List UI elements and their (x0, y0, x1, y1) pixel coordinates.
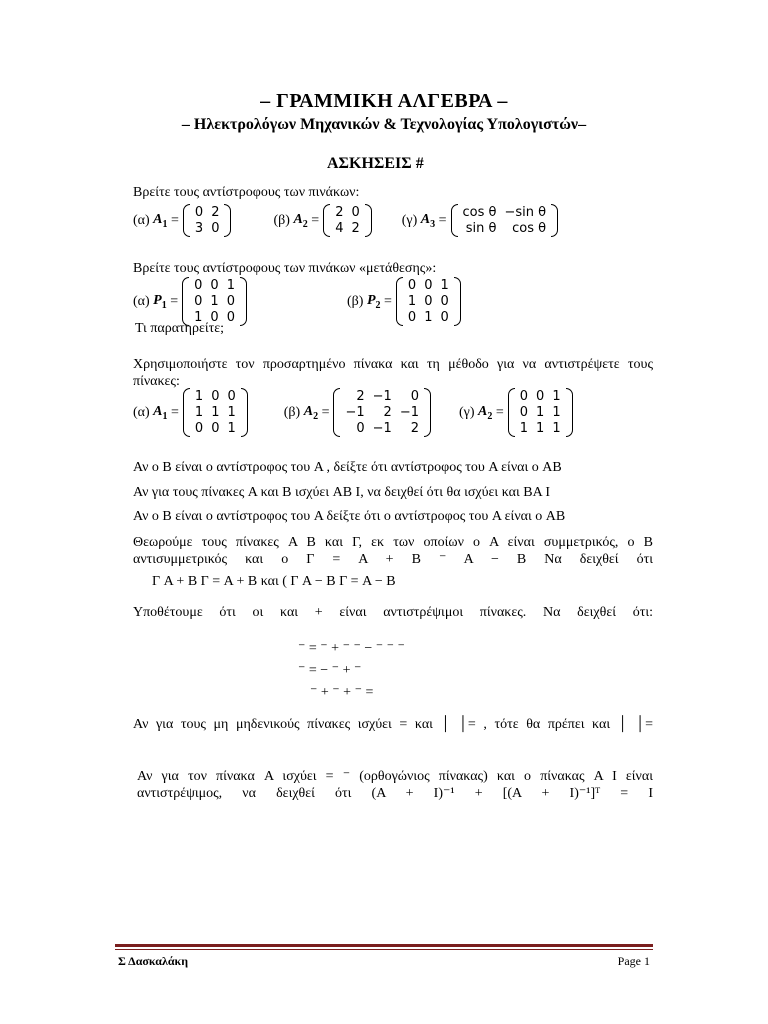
matrix-name: $P_2$ (366, 292, 381, 311)
matrix-cell: −1 (372, 421, 392, 436)
matrix-cell: 1 (424, 310, 433, 325)
statement-2: Αν για τους πίνακες A και B ισχύει AB I, να δειχθεί ότι θα ισχύει και BA I (133, 485, 551, 500)
matrix-cell: 1 (210, 294, 219, 309)
matrix-label: (α) (133, 293, 154, 309)
right-paren (566, 388, 573, 437)
matrix-cell: 2 (356, 389, 365, 404)
exercise-1-matrices (133, 204, 558, 237)
matrix-cell: 1 (440, 278, 449, 293)
matrix-cell: 0 (407, 310, 417, 325)
matrix-cell: −1 (345, 405, 365, 420)
matrix-cell: 1 (552, 405, 561, 420)
matrix-cell: 1 (194, 405, 204, 420)
matrix-cell: 0 (519, 389, 529, 404)
matrix-cell: 0 (424, 294, 433, 309)
matrix-cell: 1 (519, 421, 529, 436)
right-paren (424, 388, 431, 437)
statement-7: Αν για τον πίνακα A ισχύει = ⁻ (ορθογώνιος πίνακας) και ο πίνακας A I είναι αντιστρέψιμος, να δειχθεί ότι (A + I)⁻¹ + [(A + I)⁻¹]ᵀ = I (137, 769, 653, 801)
matrix-cell: −1 (372, 389, 392, 404)
matrix-cell: 1 (227, 421, 236, 436)
matrix-label: (β) (273, 212, 294, 228)
matrix-cell: 0 (194, 421, 204, 436)
right-paren (224, 204, 231, 237)
exercise-1-prompt: Βρείτε τους αντίστροφους των πινάκων: (133, 185, 360, 200)
matrix (451, 204, 559, 237)
matrix-cell: 0 (356, 421, 365, 436)
matrix (508, 388, 573, 437)
matrix-cell: 0 (226, 294, 235, 309)
footer-rule-thin (115, 949, 653, 950)
statement-5-formula-3: ⁻ + ⁻ + ⁻ = (310, 685, 374, 700)
matrix-name: $A_3$ (420, 211, 436, 230)
left-paren (508, 388, 515, 437)
exercise-3-prompt: Χρησιμοποιήστε τον προσαρτημένο πίνακα και τη μέθοδο για να αντιστρέψετε τους πίνακες: (133, 357, 653, 389)
matrix-item (133, 277, 247, 326)
equals-sign: = (380, 293, 392, 309)
statement-4: Θεωρούμε τους πίνακες A B και Γ, εκ των οποίων ο A είναι συμμετρικός, ο B αντισυμμετρικός και ο Γ = A + B ⁻ A − B Να δειχθεί ότι (133, 535, 653, 567)
statement-5-formula-1: ⁻ = ⁻ + ⁻ ⁻ − ⁻ ⁻ ⁻ (298, 641, 405, 656)
right-paren (551, 204, 558, 237)
matrix-cell: 1 (536, 405, 545, 420)
matrix-cell: 0 (440, 310, 449, 325)
equals-sign: = (492, 404, 504, 420)
exercise-2-matrices (133, 277, 461, 326)
matrix-cell: 2 (410, 421, 419, 436)
left-paren (182, 277, 189, 326)
matrix (333, 388, 431, 437)
matrix-label: (β) (283, 404, 304, 420)
equals-sign: = (435, 212, 447, 228)
equals-sign: = (167, 404, 179, 420)
statement-5: Υποθέτουμε ότι οι και + είναι αντιστρέψιμοι πίνακες. Να δειχθεί ότι: (133, 605, 653, 620)
matrix-label: (α) (133, 404, 154, 420)
matrix-cell: 0 (194, 205, 204, 220)
matrix-item (284, 388, 431, 437)
matrix-cell: 1 (194, 310, 203, 325)
statement-5-formula-2: ⁻ = − ⁻ + ⁻ (298, 663, 362, 678)
footer-page-number: Page 1 (617, 954, 650, 968)
matrix-cell: 2 (351, 221, 360, 236)
page-subtitle: – Ηλεκτρολόγων Μηχανικών & Τεχνολογίας Υπολογιστών– (181, 116, 587, 133)
matrix-item (133, 204, 231, 237)
left-paren (451, 204, 458, 237)
exercise-2-prompt: Βρείτε τους αντίστροφους των πινάκων «μετάθεσης»: (133, 261, 437, 276)
left-paren (323, 204, 330, 237)
right-paren (454, 277, 461, 326)
matrix (183, 204, 232, 237)
matrix-cell: 0 (194, 294, 203, 309)
left-paren (183, 204, 190, 237)
matrix-name: $A_2$ (303, 403, 319, 422)
left-paren (183, 388, 190, 437)
matrix-cell: 0 (227, 389, 236, 404)
footer-rule (115, 944, 653, 947)
matrix-item (273, 204, 371, 237)
matrix-item (133, 388, 248, 437)
matrix-cell: 0 (211, 421, 220, 436)
matrix-cell: 2 (211, 205, 220, 220)
matrix-cell: −1 (399, 405, 419, 420)
equals-sign: = (166, 293, 179, 309)
matrix-cell: 1 (211, 405, 220, 420)
matrix-item (347, 277, 461, 326)
matrix-cell: 0 (519, 405, 529, 420)
footer-author: Σ Δασκαλάκη (118, 954, 189, 968)
matrix-label: (γ) (458, 404, 478, 420)
matrix-cell: 0 (210, 278, 219, 293)
left-paren (333, 388, 340, 437)
exercise-2-note: Τι παρατηρείτε; (135, 321, 225, 336)
matrix-cell: 0 (536, 389, 545, 404)
matrix-item (459, 388, 573, 437)
matrix-cell: sin θ (465, 221, 497, 236)
matrix-cell: 1 (227, 405, 236, 420)
equals-sign: = (167, 212, 179, 228)
statement-1: Αν ο B είναι ο αντίστροφος του A , δείξτε ότι αντίστροφος του A είναι ο AB (133, 460, 562, 475)
matrix-cell: 1 (226, 278, 235, 293)
page-title: – ΓΡΑΜΜΙΚΗ ΑΛΓΕΒΡΑ – (260, 90, 508, 112)
right-paren (241, 388, 248, 437)
statement-3: Αν ο B είναι ο αντίστροφος του A δείξτε ότι ο αντίστροφος του A είναι ο AB (133, 509, 566, 524)
matrix-label: (β) (346, 293, 367, 309)
statement-4-formula: Γ A + B Γ = A + B και ( Γ A − B Γ = A − B (152, 574, 396, 589)
matrix-cell: 0 (410, 389, 419, 404)
matrix-cell: 0 (210, 310, 219, 325)
matrix-item (402, 204, 558, 237)
matrix-cell: 2 (383, 405, 392, 420)
matrix-cell: 2 (335, 205, 344, 220)
left-paren (396, 277, 403, 326)
matrix-cell: 1 (552, 421, 561, 436)
matrix-cell: 0 (211, 389, 220, 404)
matrix-name: $A_1$ (153, 403, 168, 422)
matrix-cell: cos θ (462, 205, 497, 220)
matrix-cell: 0 (440, 294, 449, 309)
equals-sign: = (318, 404, 330, 420)
matrix-name: $A_1$ (153, 211, 168, 230)
matrix (323, 204, 372, 237)
matrix-cell: 0 (407, 278, 417, 293)
exercise-3-matrices (133, 388, 573, 437)
matrix-cell: −sin θ (504, 205, 547, 220)
matrix-cell: 0 (424, 278, 433, 293)
matrix-cell: 1 (407, 294, 417, 309)
matrix (396, 277, 461, 326)
right-paren (240, 277, 247, 326)
matrix (183, 388, 248, 437)
equals-sign: = (307, 212, 320, 228)
matrix-cell: 4 (335, 221, 344, 236)
matrix-cell: 0 (211, 221, 220, 236)
matrix-cell: 0 (351, 205, 360, 220)
matrix-cell: 1 (536, 421, 545, 436)
matrix-cell: 0 (194, 278, 203, 293)
matrix-label: (γ) (401, 212, 421, 228)
right-paren (365, 204, 372, 237)
matrix-name: $A_2$ (478, 403, 493, 422)
matrix-cell: 1 (194, 389, 204, 404)
matrix-cell: 0 (226, 310, 235, 325)
matrix-name: $A_2$ (293, 211, 308, 230)
matrix (182, 277, 247, 326)
section-heading: ΑΣΚΗΣΕΙΣ # (327, 155, 424, 172)
matrix-cell: 1 (552, 389, 561, 404)
matrix-cell: 3 (194, 221, 204, 236)
matrix-label: (α) (133, 212, 154, 228)
matrix-cell: cos θ (512, 221, 547, 236)
matrix-name: $P_1$ (153, 292, 167, 311)
statement-6: Αν για τους μη μηδενικούς πίνακες ισχύει = και │ │= , τότε θα πρέπει και │ │= (133, 717, 653, 732)
